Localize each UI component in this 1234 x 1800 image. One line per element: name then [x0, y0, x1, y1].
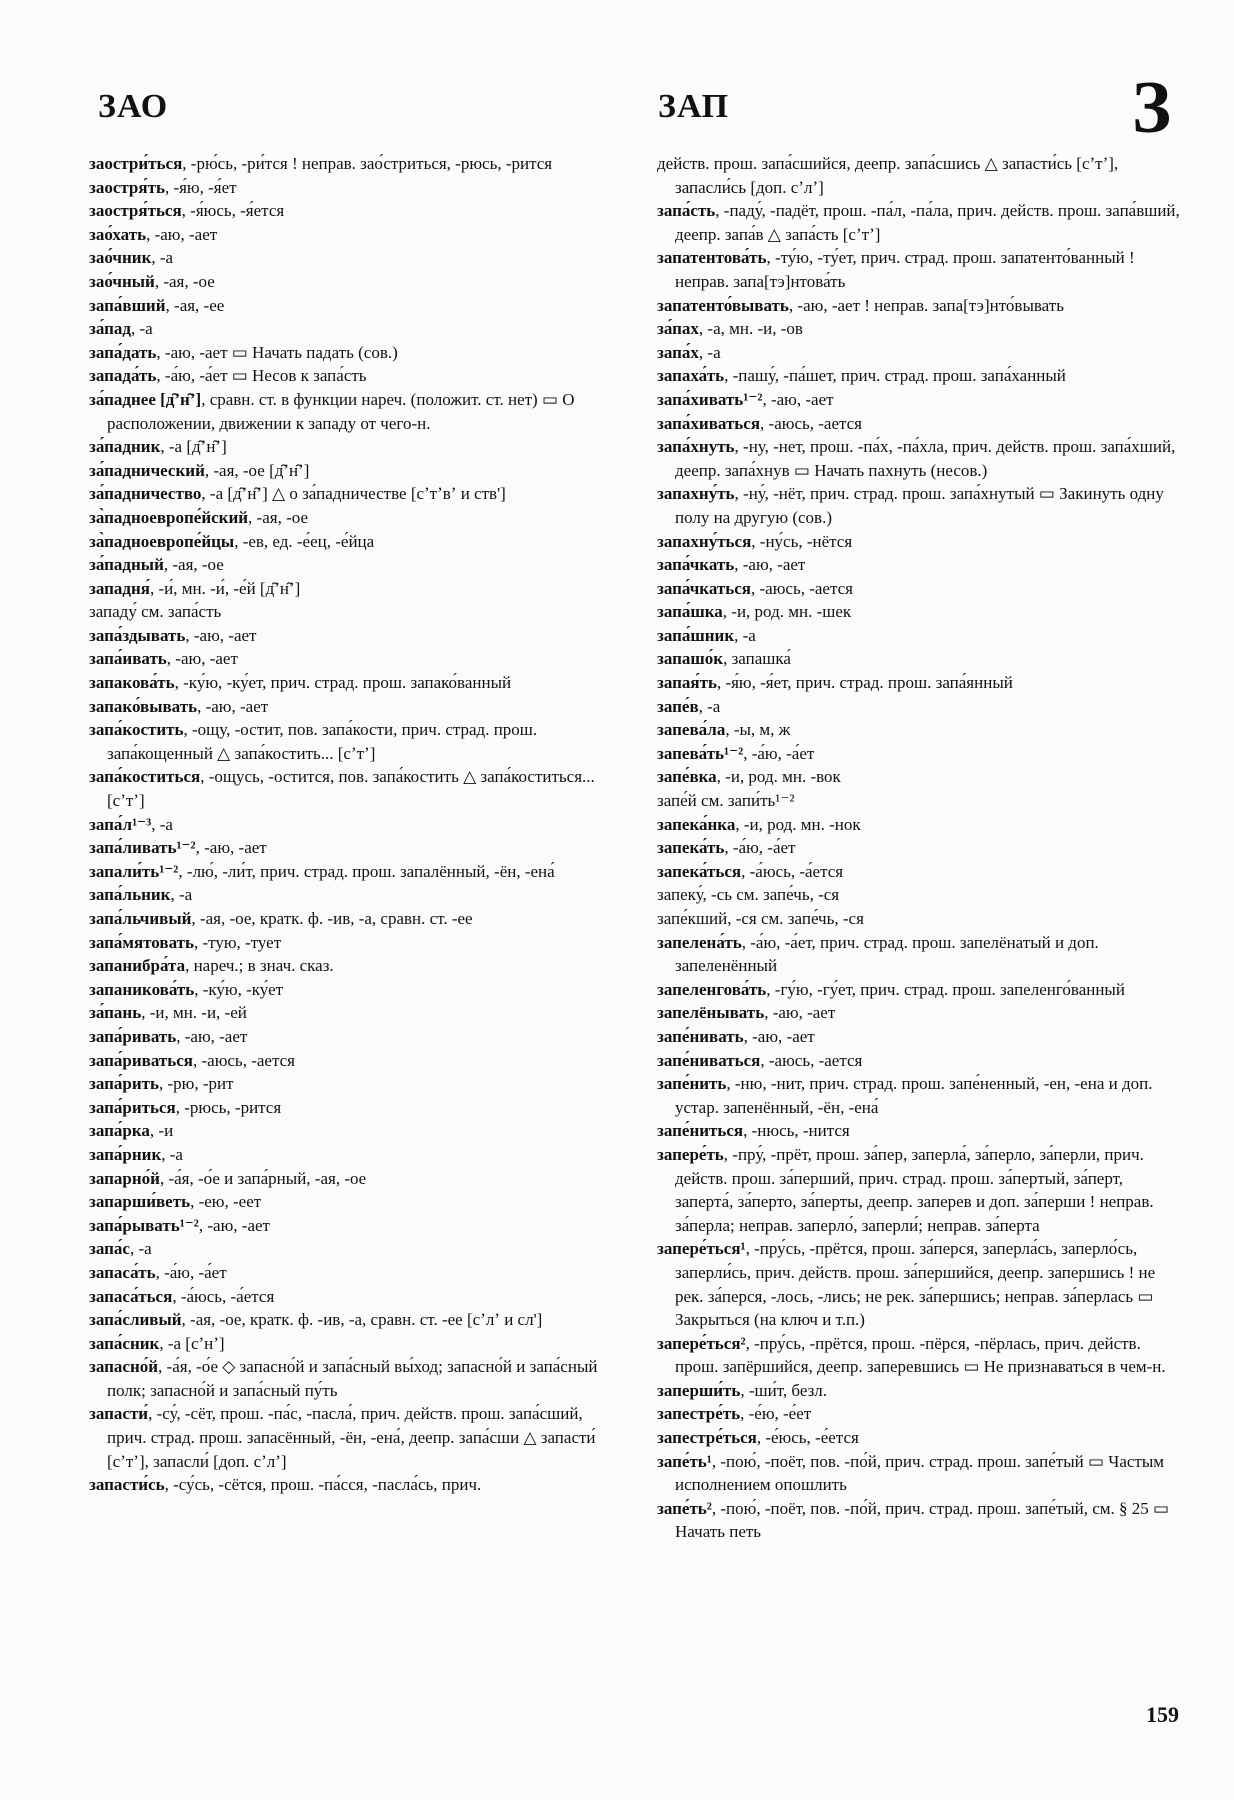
dictionary-entry: запа́чкать, -аю, -ает: [657, 555, 806, 575]
dictionary-entry: запа́мятовать, -тую, -тует: [89, 932, 282, 952]
dictionary-entry: запека́ться, -а́юсь, -а́ется: [657, 861, 844, 881]
dictionary-entry: запелена́ть, -а́ю, -а́ет, прич. страд. прош. запелёнатый и доп. запеленённый: [657, 932, 1099, 976]
dictionary-entry: запа́сливый, -ая, -ое, кратк. ф. -ив, -а, сравн. ст. -ее [сʼлʼ и сл']: [89, 1310, 543, 1330]
dictionary-entry: запелёнывать, -аю, -ает: [657, 1003, 836, 1023]
left-guide-word: ЗАО: [98, 88, 169, 125]
dictionary-entry: запая́ть, -я́ю, -я́ет, прич. страд. прош. запа́янный: [657, 673, 1013, 693]
dictionary-entry: запа́ивать, -аю, -ает: [89, 649, 238, 669]
dictionary-entry: запасти́сь, -су́сь, -сётся, прош. -па́сся, -пасла́сь, прич.: [89, 1475, 482, 1495]
dictionary-entry: запа́с, -а: [89, 1239, 152, 1259]
dictionary-entry: запе́ть¹, -пою́, -поёт, пов. -по́й, прич. страд. прош. запе́тый ▭ Частым исполнением опошлить: [657, 1451, 1165, 1495]
dictionary-entry: запа́сть, -паду́, -падёт, прош. -па́л, -па́ла, прич. действ. прош. запа́вший, деепр. запа́в △ запа́сть [сʼтʼ]: [657, 201, 1180, 244]
dictionary-entry: запека́нка, -и, род. мн. -нок: [657, 814, 861, 834]
dictionary-entry: запали́ть¹⁻², -лю́, -ли́т, прич. страд. прош. запалённый, -ён, -ена́: [89, 861, 555, 881]
dictionary-entry: запа́хнуть, -ну, -нет, прош. -па́х, -па́хла, прич. действ. прош. запа́хший, деепр. запа́хнув ▭ Начать пахнуть (несов.): [657, 437, 1176, 480]
dictionary-entry: запе́нить, -ню, -нит, прич. страд. прош. запе́ненный, -ен, -ена и доп. устар. запенённый, -ён, -ена́: [657, 1074, 1153, 1117]
section-letter: З: [1132, 67, 1172, 149]
dictionary-entry: запе́ниться, -нюсь, -нится: [657, 1121, 850, 1141]
dictionary-entry: запа́рывать¹⁻², -аю, -ает: [89, 1215, 270, 1235]
dictionary-entry: зао́чный, -ая, -ое: [89, 271, 215, 291]
dictionary-entry: зао́чник, -а: [89, 248, 174, 268]
dictionary-entry: заперши́ть, -ши́т, безл.: [657, 1380, 828, 1400]
dictionary-entry: запа́костить, -ощу, -остит, пов. запа́кости, прич. страд. прош. запа́кощенный △ запа́костить... [сʼтʼ]: [89, 720, 538, 763]
dictionary-entry: действ. прош. запа́сшийся, деепр. запа́сшись △ запасти́сь [сʼтʼ], запасли́сь [доп. сʼлʼ]: [657, 154, 1119, 197]
dictionary-entry: запа́дать, -аю, -ает ▭ Начать падать (сов.): [89, 342, 398, 362]
dictionary-entry: запа́шка, -и, род. мн. -шек: [657, 602, 852, 622]
dictionary-entry: запа́риться, -рюсь, -рится: [89, 1097, 282, 1117]
dictionary-entry: запе́вка, -и, род. мн. -вок: [657, 767, 841, 787]
dictionary-entry: запако́вывать, -аю, -ает: [89, 696, 269, 716]
dictionary-entry: запа́вший, -ая, -ее: [89, 295, 225, 315]
dictionary-entry: за̀падноевропе́йцы, -ев, ед. -е́ец, -е́йца: [89, 531, 375, 551]
left-column: [89, 152, 617, 1497]
dictionary-entry: запаса́ться, -а́юсь, -а́ется: [89, 1286, 275, 1306]
dictionary-entry: запеку́, -сь см. запе́чь, -ся: [657, 885, 840, 905]
page-number: 159: [1146, 1702, 1179, 1727]
dictionary-entry: заостри́ться, -рю́сь, -ри́тся ! неправ. зао́стриться, -рюсь, -рится: [89, 154, 553, 173]
dictionary-entry: запаникова́ть, -ку́ю, -ку́ет: [89, 979, 284, 999]
dictionary-entry: запа́льник, -а: [89, 885, 193, 905]
dictionary-entry: запа́чкаться, -аюсь, -ается: [657, 578, 853, 598]
dictionary-entry: заостря́ться, -я́юсь, -я́ется: [89, 201, 285, 221]
dictionary-entry: запа́хиваться, -аюсь, -ается: [657, 413, 862, 433]
dictionary-entry: запе́ниваться, -аюсь, -ается: [657, 1050, 863, 1070]
dictionary-entry: зао́хать, -аю, -ает: [89, 224, 218, 244]
dictionary-entry: запа́хивать¹⁻², -аю, -ает: [657, 389, 834, 409]
dictionary-entry: запа́рник, -а: [89, 1144, 183, 1164]
dictionary-entry: запе́в, -а: [657, 696, 721, 716]
dictionary-entry: запатенто́вывать, -аю, -ает ! неправ. запа[тэ]нто́вывать: [657, 295, 1064, 315]
dictionary-entry: за́падный, -ая, -ое: [89, 555, 224, 575]
dictionary-entry: запахну́ться, -ну́сь, -нётся: [657, 531, 853, 551]
dictionary-entry: запере́ться¹, -пру́сь, -прётся, прош. за́перся, заперла́сь, заперло́сь, заперли́сь, прич. действ. прош. за́першийся, деепр. запершись ! не рек. за́перся, -лось, -лись; не рек. за́першись; неправ. за́перлась ▭ Закрыться (на ключ и т.п.): [657, 1239, 1156, 1330]
dictionary-entry: запека́ть, -а́ю, -а́ет: [657, 838, 796, 858]
dictionary-entry: запа́рка, -и: [89, 1121, 174, 1141]
dictionary-entry: запаха́ть, -пашу́, -па́шет, прич. страд. прош. запа́ханный: [657, 366, 1066, 386]
dictionary-entry: запе́кший, -ся см. запе́чь, -ся: [657, 909, 864, 928]
dictionary-entry: за́пах, -а, мн. -и, -ов: [657, 319, 803, 339]
dictionary-entry: запе́нивать, -аю, -ает: [657, 1026, 815, 1046]
dictionary-entry: западу́ см. запа́сть: [89, 602, 222, 622]
dictionary-entry: за̀падноевропе́йский, -ая, -ое: [89, 507, 308, 527]
dictionary-entry: запа́л¹⁻³, -а: [89, 814, 173, 834]
dictionary-entry: запестре́ть, -е́ю, -е́ет: [657, 1404, 812, 1424]
dictionary-entry: запа́льчивый, -ая, -ое, кратк. ф. -ив, -а, сравн. ст. -ее: [89, 909, 473, 928]
dictionary-entry: запашо́к, запашка́: [657, 649, 791, 669]
dictionary-entry: запакова́ть, -ку́ю, -ку́ет, прич. страд. прош. запако́ванный: [89, 673, 512, 693]
dictionary-entry: запа́ливать¹⁻², -аю, -ает: [89, 838, 267, 858]
dictionary-entry: запе́ть², -пою́, -поёт, пов. -по́й, прич. страд. прош. запе́тый, см. § 25 ▭ Начать петь: [657, 1498, 1170, 1542]
dictionary-entry: запада́ть, -а́ю, -а́ет ▭ Несов к запа́сть: [89, 366, 367, 386]
dictionary-entry: запева́ла, -ы, м, ж: [657, 720, 791, 740]
dictionary-entry: запа́коститься, -ощусь, -остится, пов. запа́костить △ запа́коститься... [сʼтʼ]: [89, 767, 595, 811]
dictionary-entry: запа́шник, -а: [657, 625, 756, 645]
dictionary-entry: за́падник, -а [д̑ʼн̑ʼ]: [89, 437, 227, 457]
dictionary-entry: заостря́ть, -я́ю, -я́ет: [89, 177, 237, 197]
right-guide-word: ЗАП: [658, 88, 730, 125]
dictionary-entry: запе́й см. запи́ть¹⁻²: [657, 791, 795, 811]
dictionary-entry: за́паднее [д̑ʼн̑ʼ], сравн. ст. в функции нареч. (положит. ст. нет) ▭ О расположении, движении к западу от чего-н.: [89, 389, 575, 433]
dictionary-entry: запатентова́ть, -ту́ю, -ту́ет, прич. страд. прош. запатенто́ванный ! неправ. запа[тэ]нтова́ть: [657, 248, 1135, 291]
dictionary-entry: запахну́ть, -ну́, -нёт, прич. страд. прош. запа́хнутый ▭ Закинуть одну полу на другую (сов.): [657, 484, 1164, 527]
dictionary-entry: за́пад, -а: [89, 319, 153, 339]
dictionary-entry: запарши́веть, -ею, -еет: [89, 1192, 262, 1212]
dictionary-entry: западня́, -и́, мн. -и́, -е́й [д̑ʼн̑ʼ]: [89, 578, 301, 598]
dictionary-entry: запасно́й, -а́я, -о́е ◇ запасно́й и запа́сный вы́ход; запасно́й и запа́сный полк; запасно́й и запа́сный пу́ть: [89, 1357, 598, 1400]
dictionary-entry: запестре́ться, -е́юсь, -е́ется: [657, 1428, 859, 1448]
dictionary-entry: запа́х, -а: [657, 342, 721, 362]
right-column: [657, 152, 1185, 1544]
dictionary-entry: запаса́ть, -а́ю, -а́ет: [89, 1262, 227, 1282]
dictionary-entry: запа́сник, -а [сʼнʼ]: [89, 1333, 225, 1353]
dictionary-entry: за́падничество, -а [д̑ʼн̑ʼ] △ о за́падничестве [сʼтʼвʼ и ств']: [89, 484, 506, 504]
dictionary-entry: запа́здывать, -аю, -ает: [89, 625, 257, 645]
dictionary-entry: запева́ть¹⁻², -а́ю, -а́ет: [657, 743, 815, 763]
dictionary-entry: запарно́й, -а́я, -о́е и запа́рный, -ая, -ое: [89, 1168, 367, 1188]
dictionary-entry: запа́рить, -рю, -рит: [89, 1074, 234, 1094]
dictionary-entry: запанибра́та, нареч.; в знач. сказ.: [89, 956, 334, 976]
dictionary-entry: запа́ривать, -аю, -ает: [89, 1026, 248, 1046]
dictionary-entry: запеленгова́ть, -гу́ю, -гу́ет, прич. страд. прош. запеленго́ванный: [657, 979, 1125, 999]
dictionary-entry: за́паднический, -ая, -ое [д̑ʼн̑ʼ]: [89, 460, 310, 480]
dictionary-entry: за́пань, -и, мн. -и, -ей: [89, 1003, 247, 1023]
dictionary-entry: запасти́, -су́, -сёт, прош. -па́с, -пасла́, прич. действ. прош. запа́сший, прич. страд. прош. запасённый, -ён, -ена́, деепр. запа́сши △ запасти́ [сʼтʼ], запасли́ [доп. сʼлʼ]: [89, 1404, 596, 1471]
dictionary-entry: запере́ться², -пру́сь, -прётся, прош. -пёрся, -пёрлась, прич. действ. прош. запёршийся, деепр. заперевшись ▭ Не признаваться в чем-н.: [657, 1333, 1166, 1377]
dictionary-entry: запа́риваться, -аюсь, -ается: [89, 1050, 295, 1070]
dictionary-entry: запере́ть, -пру́, -прёт, прош. за́пер, заперла́, за́перло, за́перли, прич. действ. прош. за́перший, прич. страд. прош. за́пертый, за́перт, заперта́, за́перто, за́перты, деепр. заперев и доп. за́перши ! неправ. за́перла; неправ. заперло́, заперли́; неправ. за́перта: [657, 1144, 1154, 1235]
